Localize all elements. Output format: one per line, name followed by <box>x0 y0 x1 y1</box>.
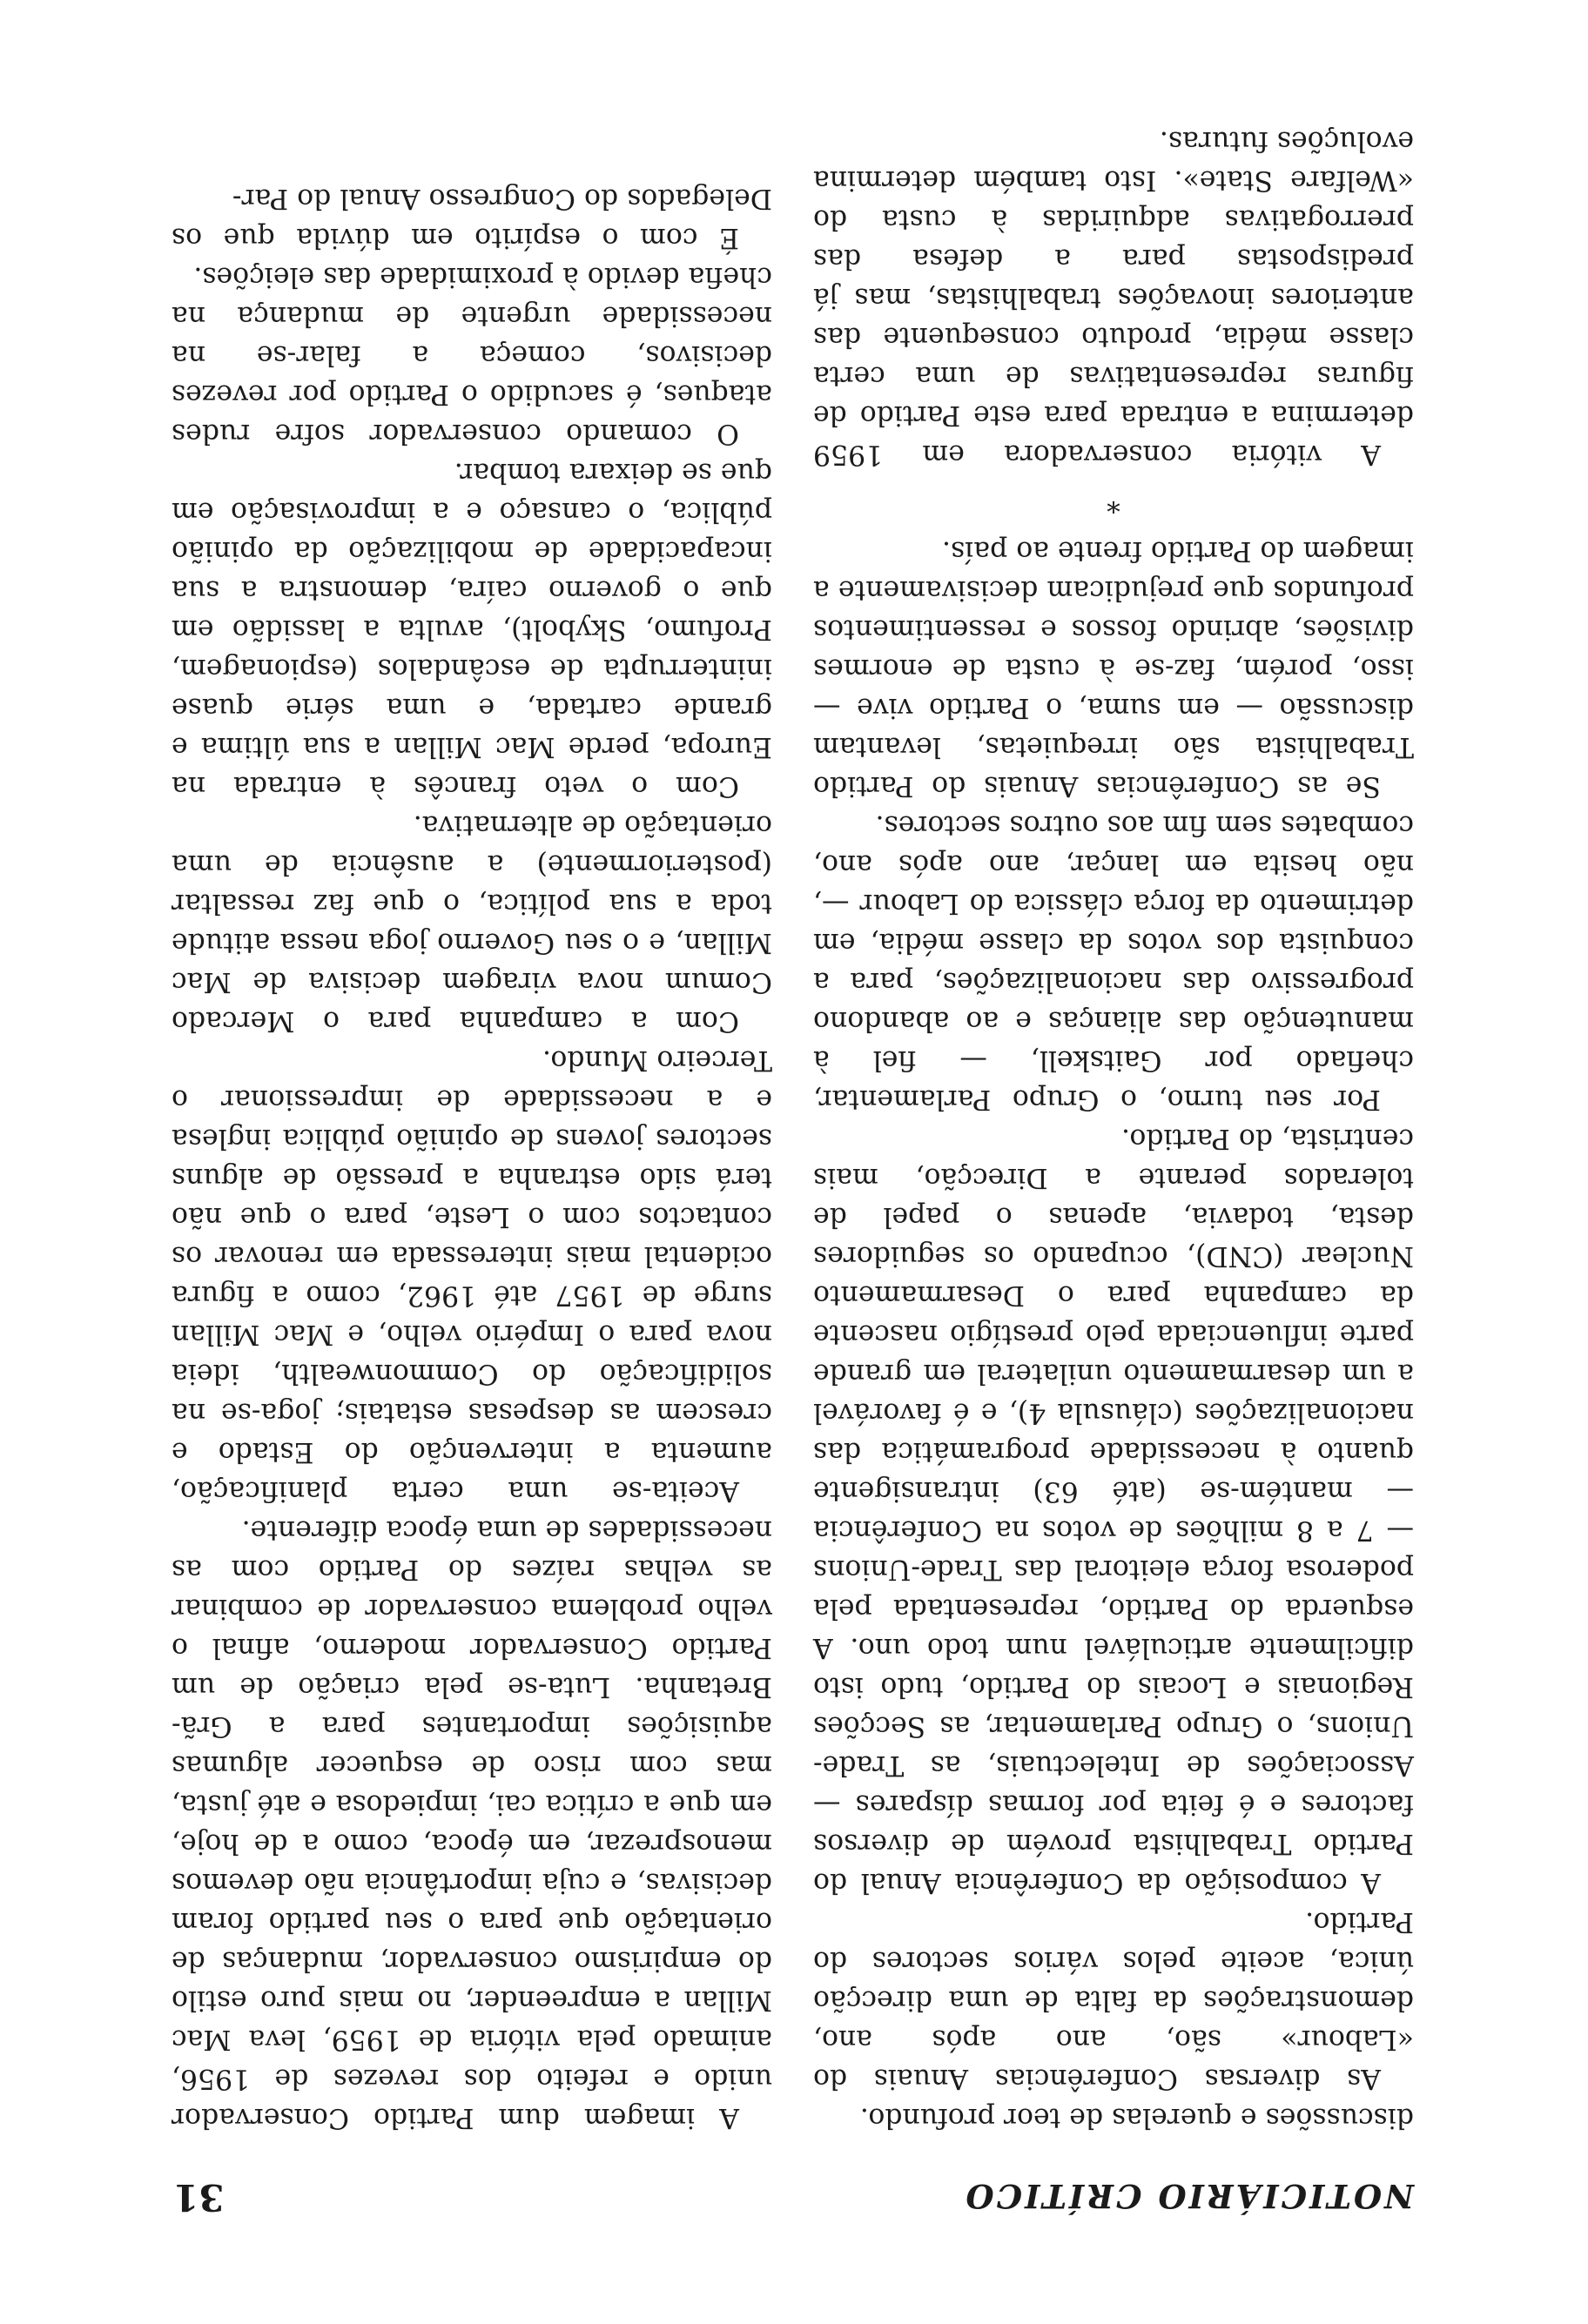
paragraph: A imagem dum Partido Conservador unido e refeito dos revezes de 1956, animado pela vitória de 1959, leva Mac Millan a empreender, no mais puro estilo do empirismo conservador, mudanças de orientação que para o seu partido foram decisivas, e cuja importância não devemos menosprezar, em época, como a de hoje, em que a crítica cai, impiedosa e até justa, mas com risco de esquecer algumas aquisições importantes para a Grã-Bretanha. Luta-se pela criação de um Partido Conservador moderno, afinal o velho problema conservador de combinar as velhas raízes do Partido com as necessidades de uma época diferente. <box>172 1515 772 2133</box>
paragraph: O comando conservador sofre rudes ataques, é sacudido o Partido por revezes decisivos, começa a falar-se na necessidade urgente de mudança na chefia devido à proximidade das eleições. <box>172 261 772 449</box>
right-column <box>172 178 772 2137</box>
paragraph: Aceita-se uma certa planificação, aumenta a intervenção do Estado e crescem as despesas estatais; joga-se na solidificação do Commonwealth, ideia nova para o Império velho, e Mac Millan surge de 1957 até 1962, como a figura ocidental mais interessada em renovar os contactos com o Leste, para o que não terá sido estranha a pressão de alguns sectores jovens de opinião pública inglesa e a necessidade de impressionar o Terceiro Mundo. <box>172 1044 772 1507</box>
page-header <box>173 2163 1414 2219</box>
paragraph: Por seu turno, o Grupo Parlamentar, chefiado por Gaitskell, — fiel à manutenção das alianças e ao abandono progressivo das nacionalizações, para a conquista dos votos da classe média, em detrimento da força clássica do Labour —, não hesita em lançar, ano após ano, combates sem fim aos outros sectores. <box>813 809 1414 1115</box>
paragraph: Com o veto francês à entrada na Europa, perde Mac Millan a sua última e grande cartada, e uma série quase ininterrupta de escândalos (espionagem, Profumo, Skybolt), avulta a lassidão em que o governo caíra, demonstra a sua incapacidade de mobilização da opinião pública, o cansaço e a improvisação em que se deixara tombar. <box>172 457 772 802</box>
paragraph: Se as Conferências Anuais do Partido Trabalhista são irrequietas, levantam discussão — em suma, o Partido vive — isso, porém, faz-se à custa de enormes divisões, abrindo fossos e ressentimentos profundos que prejudicam decisivamente a imagem do Partido frente ao país. <box>813 535 1414 802</box>
paragraph: É com o espírito em dúvida que os Delegados do Congresso Anual do Par- <box>172 183 772 253</box>
running-head: NOTICIÁRIO CRÍTICO <box>963 2177 1414 2215</box>
section-separator: * <box>1107 487 1120 518</box>
paragraph: As diversas Conferências Anuais do «Labour» são, ano após ano, demonstrações da falta de uma direcção única, aceite pelos vários sectores do Partido. <box>813 1906 1414 2094</box>
paragraph: A vitória conservadora em 1959 determina a entrada para este Partido de figuras representativas de uma certa classe média, produto consequente das anteriores inovações trabalhistas, mas já predispostas para a defesa das prerrogativas adquiridas à custa do «Welfare State». Isto também determina evoluções futuras. <box>813 125 1414 470</box>
page-number: 31 <box>173 2176 225 2219</box>
left-column <box>813 121 1414 2137</box>
paragraph: Com a campanha para o Mercado Comum nova viragem decisiva de Mac Millan, e o seu Governo joga nessa atitude toda a sua política, o que faz ressaltar (posteriormente) a ausência de uma orientação de alternativa. <box>172 809 772 1037</box>
paragraph: discussões e querelas de teor profundo. <box>859 2102 1414 2133</box>
paragraph: A composição da Conferência Anual do Partido Trabalhista provém de diversos factores e é feita por formas díspares — Associações de Intelectuais, as Trade-Unions, o Grupo Parlamentar, as Secções Regionais e Locais do Partido, tudo isto dificilmente articulável num todo uno. A esquerda do Partido, representada pela poderosa força eleitoral das Trade-Unions — 7 a 8 milhões de votos na Conferência — mantém-se (até 63) intransigente quanto à necessidade programática das nacionalizações (cláusula 4), e é favorável a um desarmamento unilateral em grande parte influenciada pelo prestígio nascente da campanha para o Desarmamento Nuclear (CND), ocupando os seguidores desta, todavia, apenas o papel de tolerados perante a Direcção, mais centrista, do Partido. <box>813 1123 1414 1898</box>
